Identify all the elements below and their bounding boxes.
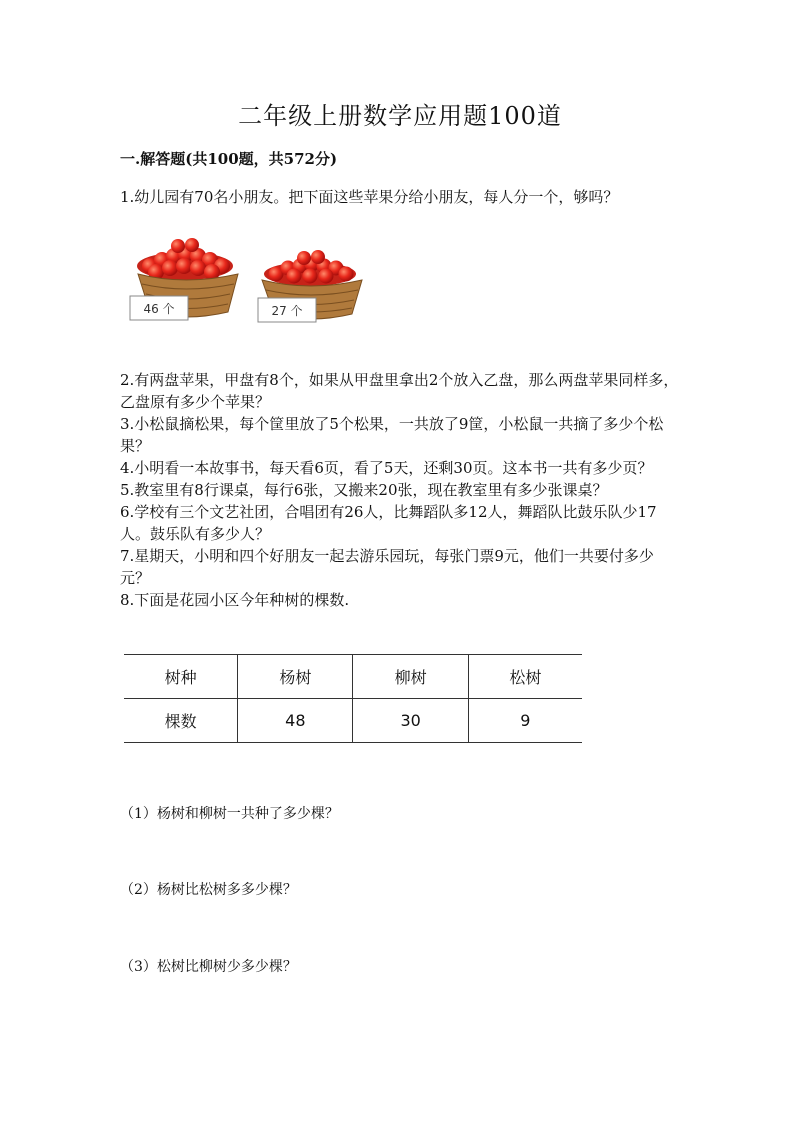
- table-cell: 48: [238, 699, 353, 743]
- subquestion-2: （2）杨树比松树多多少棵？: [120, 882, 297, 898]
- apple-baskets-illustration: [128, 236, 388, 336]
- table-row: [124, 699, 582, 743]
- question-5: 5.教室里有8行课桌，每行6张，又搬来20张，现在教室里有多少张课桌？: [120, 481, 608, 499]
- question-2: 2.有两盘苹果，甲盘有8个，如果从甲盘里拿出2个放入乙盘，那么两盘苹果同样多，乙盘原有多少个苹果？: [120, 371, 679, 411]
- question-1: 1.幼儿园有70名小朋友。把下面这些苹果分给小朋友，每人分一个，够吗？: [120, 188, 619, 206]
- table-header-row: [124, 655, 582, 699]
- question-8: 8.下面是花园小区今年种树的棵数.: [120, 591, 350, 609]
- table-cell: 30: [353, 699, 468, 743]
- question-6: 6.学校有三个文艺社团，合唱团有26人，比舞蹈队多12人，舞蹈队比鼓乐队少17人。鼓乐队有多少人？: [120, 503, 657, 543]
- table-header-cell: 树种: [124, 655, 238, 699]
- tree-count-table: [124, 654, 582, 743]
- question-7: 7.星期天，小明和四个好朋友一起去游乐园玩，每张门票9元，他们一共要付多少元？: [120, 547, 654, 587]
- table-header-cell: 柳树: [353, 655, 468, 699]
- svg-text:27 个: 27 个: [271, 304, 303, 318]
- section-heading: 一.解答题(共100题，共572分): [120, 150, 338, 168]
- basket-left-label: [130, 296, 188, 320]
- table-cell: 棵数: [124, 699, 238, 743]
- subquestion-3: （3）松树比柳树少多少棵？: [120, 959, 297, 975]
- table-cell: 9: [468, 699, 582, 743]
- table-header-cell: 松树: [468, 655, 582, 699]
- basket-right-label: [258, 298, 316, 322]
- question-4: 4.小明看一本故事书，每天看6页，看了5天，还剩30页。这本书一共有多少页？: [120, 459, 653, 477]
- table-header-cell: 杨树: [238, 655, 353, 699]
- question-3: 3.小松鼠摘松果，每个筐里放了5个松果，一共放了9筐，小松鼠一共摘了多少个松果？: [120, 415, 664, 455]
- subquestion-1: （1）杨树和柳树一共种了多少棵？: [120, 806, 339, 822]
- page-title: 二年级上册数学应用题100道: [238, 102, 562, 130]
- question-list: [120, 369, 680, 611]
- svg-text:46 个: 46 个: [143, 302, 175, 316]
